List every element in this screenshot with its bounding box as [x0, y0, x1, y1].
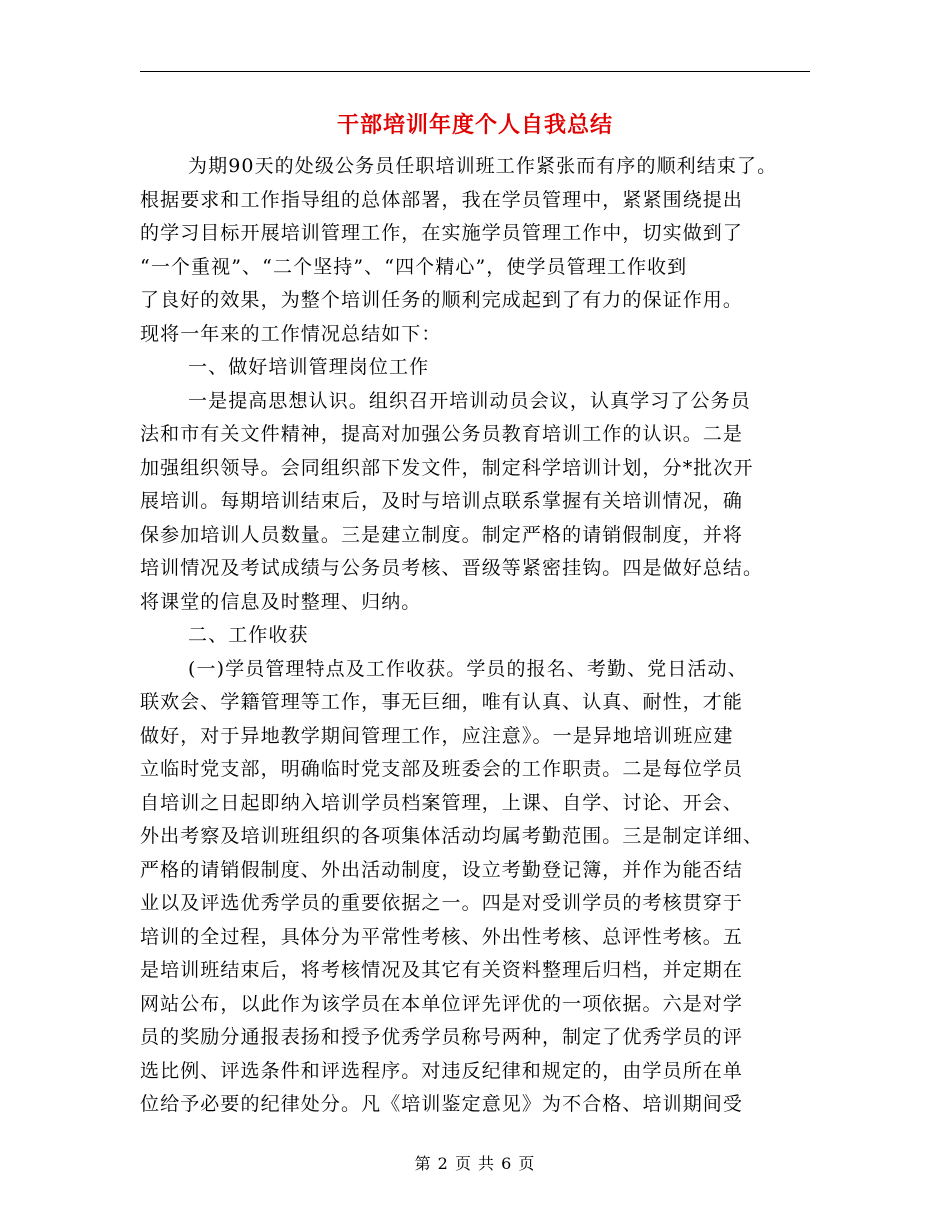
body-line: 的学习目标开展培训管理工作，在实施学员管理工作中，切实做到了: [140, 222, 744, 244]
body-line: 做好，对于异地教学期间管理工作，应注意》。一是异地培训班应建: [140, 724, 734, 747]
body-line: 严格的请销假制度、外出活动制度，设立考勤登记簿，并作为能否结: [140, 858, 744, 881]
body-line: 法和市有关文件精神，提高对加强公务员教育培训工作的认识。二是: [140, 423, 744, 445]
document-body: [140, 150, 840, 1122]
body-line: 自培训之日起即纳入培训学员档案管理，上课、自学、讨论、开会、: [140, 791, 744, 814]
body-line: 现将一年来的工作情况总结如下：: [140, 322, 442, 345]
body-line: 外出考察及培训班组织的各项集体活动均属考勤范围。三是制定详细、: [140, 825, 764, 847]
page-number: 第 2 页 共 6 页: [414, 1154, 536, 1173]
section-heading: 一、做好培训管理岗位工作: [188, 356, 430, 378]
body-line: 员的奖励分通报表扬和授予优秀学员称号两种，制定了优秀学员的评: [140, 1026, 744, 1048]
body-line: 根据要求和工作指导组的总体部署，我在学员管理中，紧紧围绕提出: [140, 188, 744, 211]
body-line: “一个重视”、“二个坚持”、“四个精心”，使学员管理工作收到: [140, 255, 688, 278]
body-line: 培训的全过程，具体分为平常性考核、外出性考核、总评性考核。五: [140, 925, 744, 948]
body-line: 展培训。每期培训结束后，及时与培训点联系掌握有关培训情况，确: [140, 490, 744, 512]
body-line: 位给予必要的纪律处分。凡《培训鉴定意见》为不合格、培训期间受: [140, 1093, 744, 1115]
body-line: 是培训班结束后，将考核情况及其它有关资料整理后归档，并定期在: [140, 959, 744, 981]
body-line: 选比例、评选条件和评选程序。对违反纪律和规定的，由学员所在单: [140, 1059, 744, 1082]
body-line: 将课堂的信息及时整理、归纳。: [140, 590, 422, 613]
body-line: 网站公布，以此作为该学员在本单位评先评优的一项依据。六是对学: [140, 992, 744, 1015]
body-line: 了良好的效果，为整个培训任务的顺利完成起到了有力的保证作用。: [140, 289, 744, 311]
body-line: 为期90天的处级公务员任职培训班工作紧张而有序的顺利结束了。: [188, 155, 778, 177]
section-heading: 二、工作收获: [188, 624, 309, 646]
body-line: (一)学员管理特点及工作收获。学员的报名、考勤、党日活动、: [188, 657, 748, 680]
body-line: 立临时党支部，明确临时党支部及班委会的工作职责。二是每位学员: [140, 758, 744, 780]
body-line: 业以及评选优秀学员的重要依据之一。四是对受训学员的考核贯穿于: [140, 892, 744, 914]
body-line: 一是提高思想认识。组织召开培训动员会议，认真学习了公务员: [188, 389, 751, 412]
body-line: 加强组织领导。会同组织部下发文件，制定科学培训计划，分*批次开: [140, 456, 754, 479]
body-line: 联欢会、学籍管理等工作，事无巨细，唯有认真、认真、耐性，才能: [140, 691, 744, 713]
page-title: 干部培训年度个人自我总结: [336, 112, 613, 138]
body-line: 培训情况及考试成绩与公务员考核、晋级等紧密挂钩。四是做好总结。: [140, 557, 764, 579]
body-line: 保参加培训人员数量。三是建立制度。制定严格的请销假制度，并将: [140, 523, 744, 546]
header-rule: [140, 71, 810, 72]
